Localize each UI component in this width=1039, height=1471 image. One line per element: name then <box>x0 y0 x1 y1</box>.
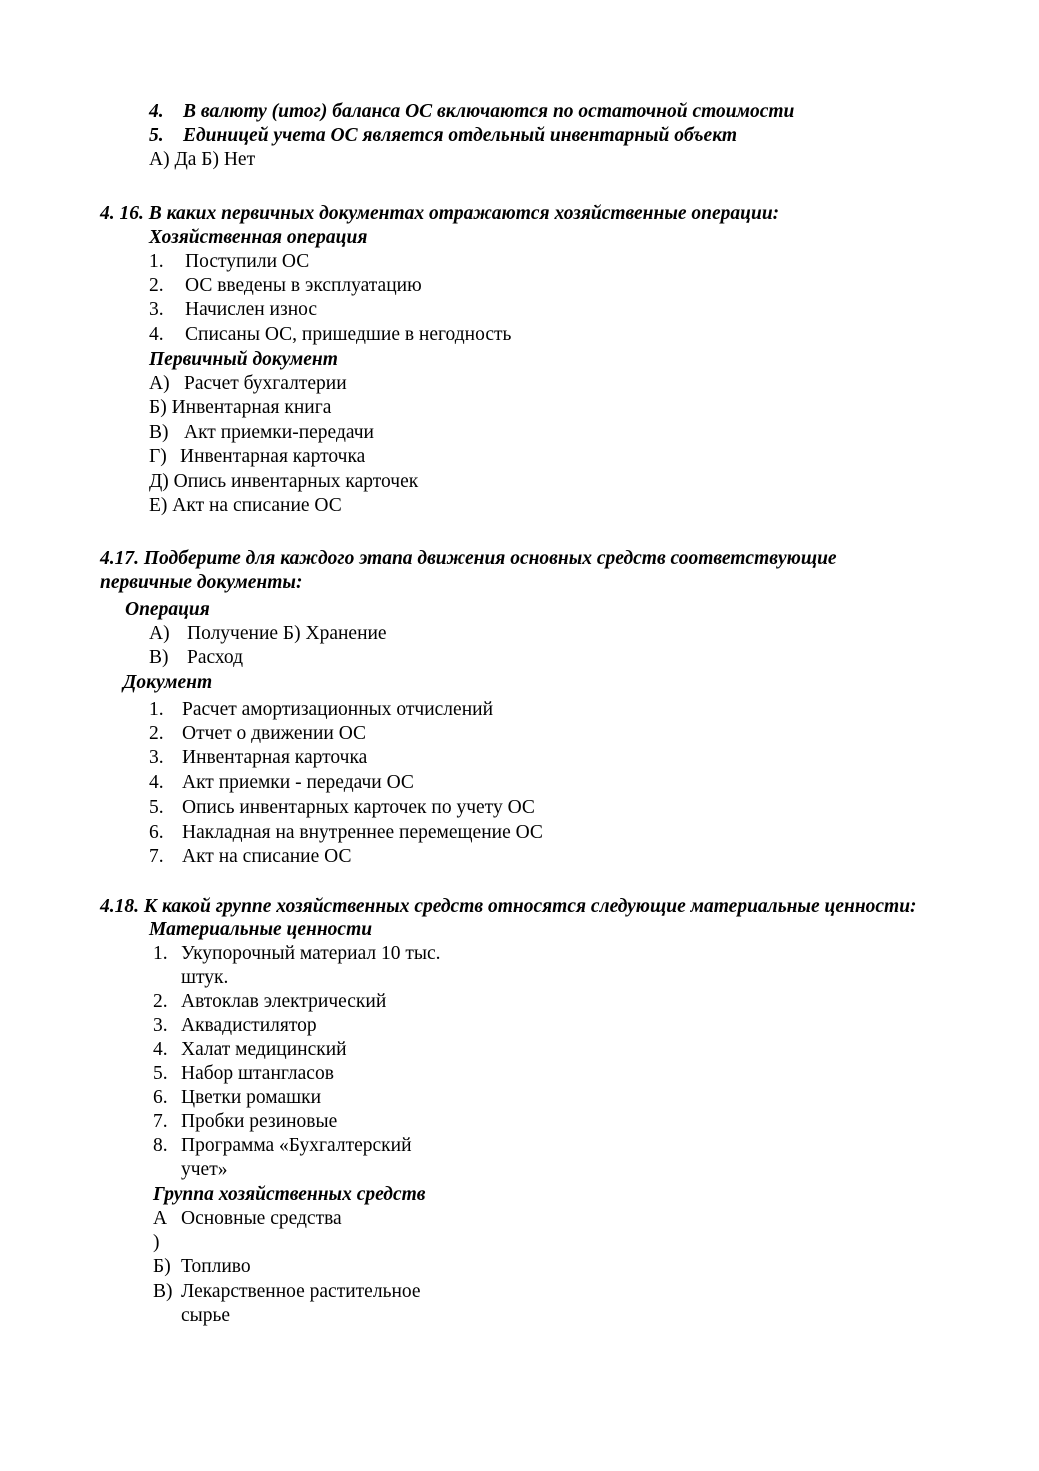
section-heading: Документ <box>123 672 213 693</box>
list-item: Набор штангласов <box>181 1063 334 1084</box>
list-item: Акт на списание ОС <box>182 846 352 867</box>
list-item: Расчет амортизационных отчислений <box>182 699 494 720</box>
answer-options: А) Да Б) Нет <box>149 149 256 170</box>
list-item-number: 2. <box>149 723 164 744</box>
list-item-number: 4. <box>153 1039 168 1060</box>
list-item: Единицей учета ОС является отдельный инвентарный объект <box>183 125 737 146</box>
list-item-continued: сырье <box>181 1305 231 1326</box>
list-item-number: 3. <box>149 747 164 768</box>
section-heading: Хозяйственная операция <box>149 227 368 248</box>
list-item: Начислен износ <box>185 299 318 320</box>
list-item-number: А) <box>149 373 170 394</box>
list-item: Д) Опись инвентарных карточек <box>149 471 419 492</box>
list-item-number: 4. <box>149 772 164 793</box>
list-item-number: 7. <box>153 1111 168 1132</box>
list-item-number: 5. <box>153 1063 168 1084</box>
list-item-continued: учет» <box>181 1159 228 1180</box>
list-item: Е) Акт на списание ОС <box>149 495 342 516</box>
list-item: Накладная на внутреннее перемещение ОС <box>182 822 543 843</box>
list-item: Укупорочный материал 10 тыс. <box>181 943 441 964</box>
list-item: Инвентарная карточка <box>180 446 366 467</box>
list-item-number: 4. <box>149 101 164 122</box>
list-item: Опись инвентарных карточек по учету ОС <box>182 797 535 818</box>
list-item-number: 3. <box>149 299 164 320</box>
list-item: Акт приемки - передачи ОС <box>182 772 414 793</box>
list-item: Акт приемки-передачи <box>184 422 374 443</box>
list-item: Автоклав электрический <box>181 991 387 1012</box>
list-item: Цветки ромашки <box>181 1087 322 1108</box>
list-item-number: Б) <box>153 1256 171 1277</box>
list-item-number: 1. <box>149 251 164 272</box>
list-item: ОС введены в эксплуатацию <box>185 275 422 296</box>
list-item: Инвентарная карточка <box>182 747 368 768</box>
list-item-number: 6. <box>153 1087 168 1108</box>
section-heading: Группа хозяйственных средств <box>153 1184 426 1205</box>
list-item-number: 5. <box>149 125 164 146</box>
list-item-number: В) <box>149 647 169 668</box>
list-item-number: Г) <box>149 446 167 467</box>
list-item: Пробки резиновые <box>181 1111 338 1132</box>
question-title: 4. 16. В каких первичных документах отражаются хозяйственные операции: <box>100 203 780 224</box>
list-item-number-continued: ) <box>153 1232 160 1253</box>
list-item: Получение Б) Хранение <box>187 623 387 644</box>
list-item-number: 3. <box>153 1015 168 1036</box>
list-item: Расчет бухгалтерии <box>184 373 347 394</box>
list-item: Отчет о движении ОС <box>182 723 367 744</box>
section-heading: Первичный документ <box>149 349 338 370</box>
list-item: Программа «Бухгалтерский <box>181 1135 412 1156</box>
section-heading: Операция <box>125 599 210 620</box>
list-item-number: 1. <box>153 943 168 964</box>
question-title-continued: первичные документы: <box>100 572 303 593</box>
list-item: Б) Инвентарная книга <box>149 397 332 418</box>
list-item-number: В) <box>149 422 169 443</box>
list-item: Списаны ОС, пришедшие в негодность <box>185 324 512 345</box>
list-item-number: А) <box>149 623 170 644</box>
list-item-number: 4. <box>149 324 164 345</box>
question-title: 4.17. Подберите для каждого этапа движения основных средств соответствующие <box>100 548 837 569</box>
list-item: Халат медицинский <box>181 1039 347 1060</box>
list-item: Топливо <box>181 1256 251 1277</box>
list-item: Основные средства <box>181 1208 342 1229</box>
list-item-number: 8. <box>153 1135 168 1156</box>
list-item: В валюту (итог) баланса ОС включаются по остаточной стоимости <box>183 101 795 122</box>
list-item-number: А <box>153 1208 168 1229</box>
list-item-number: 2. <box>149 275 164 296</box>
list-item: Расход <box>187 647 244 668</box>
list-item: Поступили ОС <box>185 251 310 272</box>
list-item-number: 2. <box>153 991 168 1012</box>
list-item-number: 7. <box>149 846 164 867</box>
list-item: Аквадистилятор <box>181 1015 317 1036</box>
question-title: 4.18. К какой группе хозяйственных средств относятся следующие материальные ценности: <box>100 896 917 917</box>
list-item-number: 1. <box>149 699 164 720</box>
list-item-number: 6. <box>149 822 164 843</box>
list-item-continued: штук. <box>181 967 229 988</box>
list-item-number: В) <box>153 1281 173 1302</box>
list-item: Лекарственное растительное <box>181 1281 421 1302</box>
section-heading: Материальные ценности <box>149 919 373 940</box>
list-item-number: 5. <box>149 797 164 818</box>
